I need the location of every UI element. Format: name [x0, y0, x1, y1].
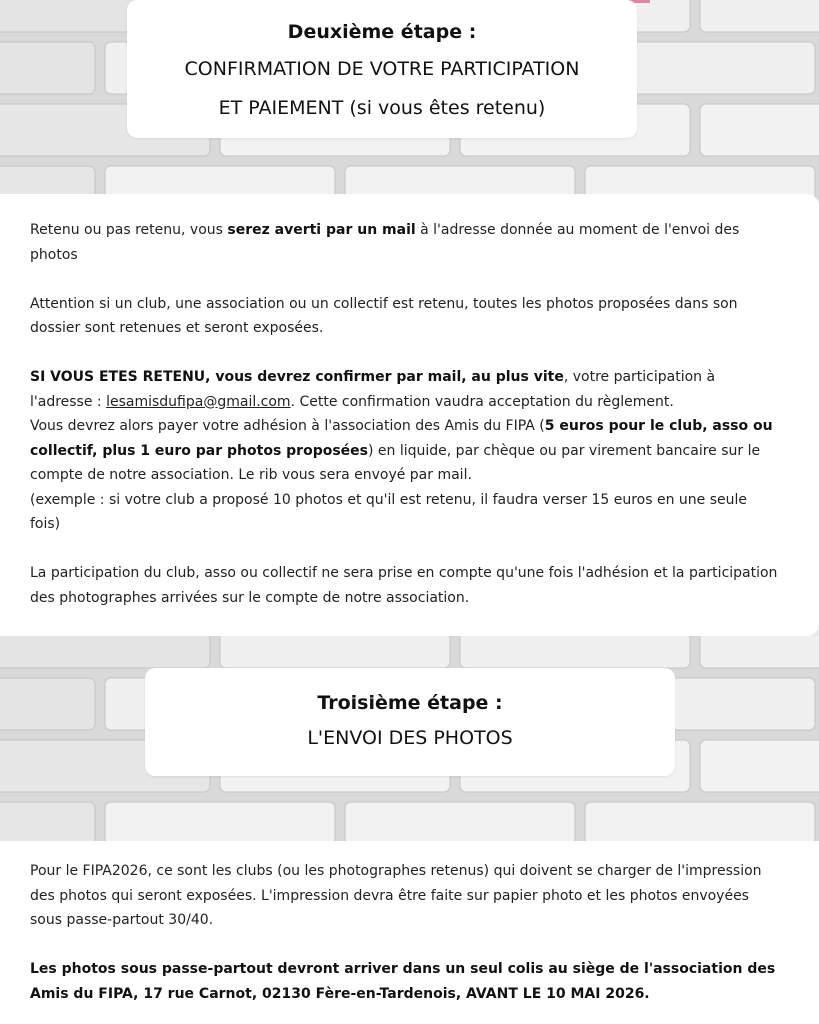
brick	[0, 802, 95, 841]
step2-paragraph-example: (exemple : si votre club a proposé 10 photos et qu'il est retenu, il faudra verser 15 euros en une seule fois)	[30, 491, 747, 532]
brick	[700, 636, 819, 668]
bold-text: Les photos sous passe-partout devront arriver dans un seul colis au siège de l'association des Amis du FIPA, 17 rue Carnot, 02130 Fère-en-Tardenois, AVANT LE 10 MAI 2026.	[30, 961, 776, 1002]
brick	[585, 802, 815, 841]
step2-paragraph-confirm	[30, 365, 779, 414]
text-run: à l'adresse donnée au moment de l'envoi des photos	[30, 222, 740, 263]
brick	[345, 802, 575, 841]
bold-text: serez averti par un mail	[227, 222, 416, 238]
text-run: Vous devrez alors payer votre adhésion à l'association des Amis du FIPA (	[30, 418, 545, 434]
email-link[interactable]: lesamisdufipa@gmail.com	[106, 393, 291, 410]
text-run: ) en liquide, par chèque ou par virement bancaire sur le compte de notre association. Le rib vous sera envoyé par mail.	[30, 442, 761, 483]
brick	[700, 740, 819, 792]
brick	[0, 678, 95, 730]
step2-title: Deuxième étape :	[287, 21, 477, 43]
bold-text: SI VOUS ETES RETENU, vous devrez confirmer par mail, au plus vite	[30, 369, 564, 385]
text-run: . Cette confirmation vaudra acceptation du règlement.	[290, 393, 674, 410]
brick	[0, 42, 95, 94]
step2-paragraph-participation: La participation du club, asso ou collectif ne sera prise en compte qu'une fois l'adhésion et la participation des photographes arrivées sur le compte de notre association.	[30, 565, 778, 606]
step2-subtitle-line2: ET PAIEMENT (si vous êtes retenu)	[218, 97, 546, 119]
brick	[700, 0, 819, 32]
brick	[220, 636, 450, 668]
step2-subtitle-line1: CONFIRMATION DE VOTRE PARTICIPATION	[184, 58, 580, 80]
step3-title-card	[145, 668, 675, 776]
step3-paragraph-printing: Pour le FIPA2026, ce sont les clubs (ou les photographes retenus) qui doivent se charger de l'impression des photos qui seront exposées. L'impression devra être faite sur papier photo et les photos envoyées sous passe-partout 30/40.	[30, 863, 762, 928]
step2-content-panel	[0, 194, 819, 636]
step2-paragraph-payment	[30, 414, 779, 488]
step2-paragraph-notification	[30, 218, 779, 267]
step3-paragraph-shipping	[30, 957, 779, 1006]
step3-title: Troisième étape :	[317, 692, 503, 714]
step3-subtitle: L'ENVOI DES PHOTOS	[307, 727, 513, 749]
brick	[0, 636, 210, 668]
bold-text: 5 euros pour le club, asso ou collectif, plus 1 euro par photos proposées	[30, 418, 773, 459]
text-run: Retenu ou pas retenu, vous	[30, 222, 228, 238]
step3-content-panel	[0, 841, 819, 1024]
brick	[460, 636, 690, 668]
brick	[700, 104, 819, 156]
step2-title-card	[127, 0, 637, 138]
step2-paragraph-attention: Attention si un club, une association ou un collectif est retenu, toutes les photos proposées dans son dossier sont retenues et seront exposées.	[30, 295, 738, 336]
text-run: , votre participation à l'adresse :	[30, 369, 716, 410]
brick	[105, 802, 335, 841]
